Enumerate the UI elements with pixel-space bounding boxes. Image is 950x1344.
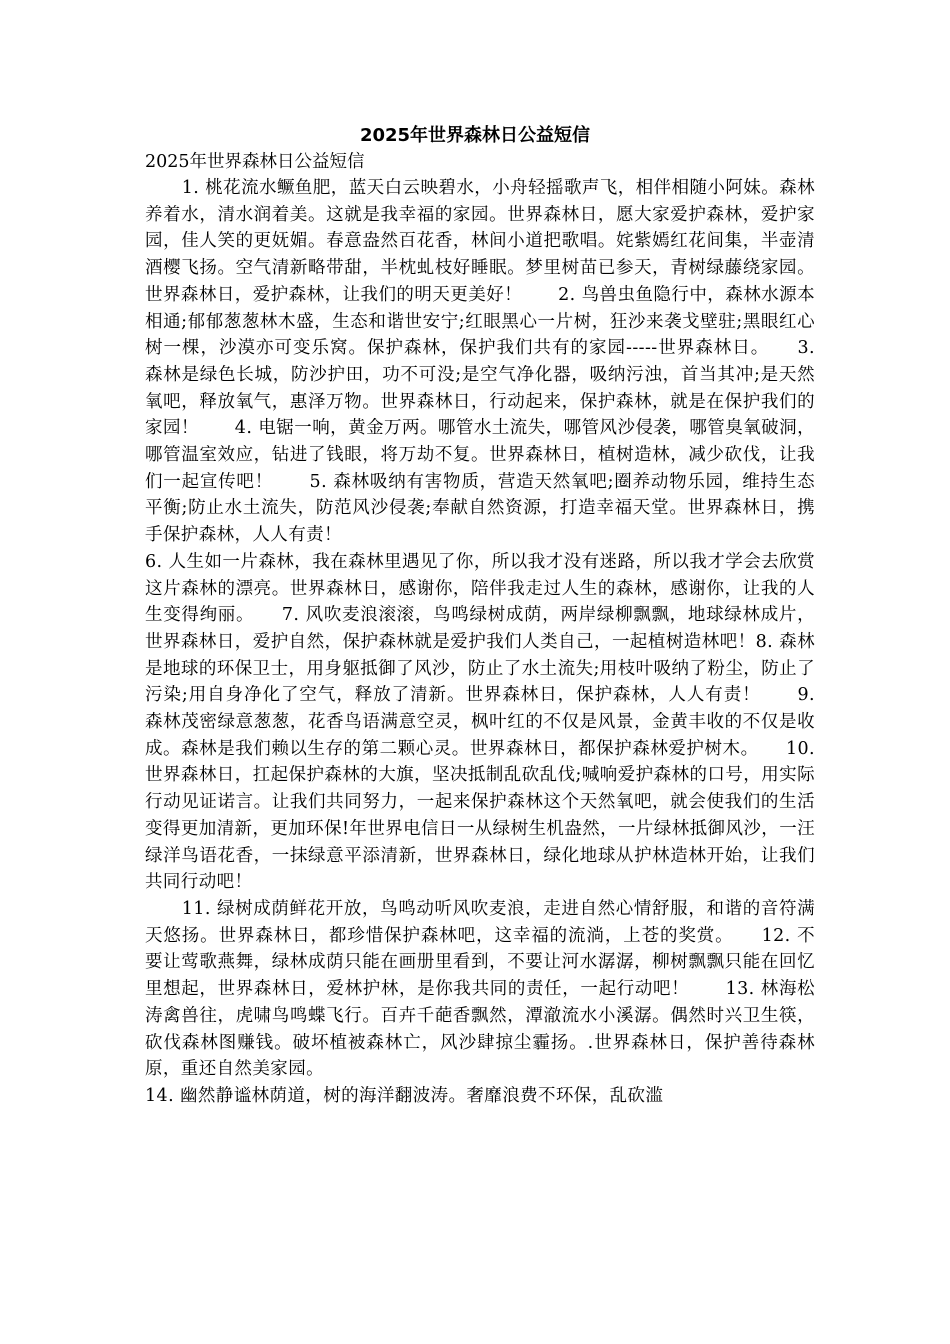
paragraph-1: 1. 桃花流水鳜鱼肥，蓝天白云映碧水，小舟轻摇歌声飞，相伴相随小阿妹。森林养着水，清水润着美。这就是我幸福的家园。世界森林日，愿大家爱护森林，爱护家园，佳人笑的更妩媚。春意盎然百花香，林间小道把歌唱。姹紫嫣红花间集，半壶清酒樱飞扬。空气清新略带甜，半枕虬枝好睡眠。梦里树苗已参天，青树绿藤绕家园。世界森林日，爱护森林，让我们的明天更美好！ 2. 鸟兽虫鱼隐行中，森林水源本相通;郁郁葱葱林木盛，生态和谐世安宁;红眼黑心一片树，狂沙来袭戈壁驻;黑眼红心树一棵，沙漠亦可变乐窝。保护森林，保护我们共有的家园-----世界森林日。 3. 森林是绿色长城，防沙护田，功不可没;是空气净化器，吸纳污浊，首当其冲;是天然氧吧，释放氧气，惠泽万物。世界森林日，行动起来，保护森林，就是在保护我们的家园！ 4. 电锯一响，黄金万两。哪管水土流失，哪管风沙侵袭，哪管臭氧破洞，哪管温室效应，钻进了钱眼，将万劫不复。世界森林日，植树造林，减少砍伐，让我们一起宣传吧！ 5. 森林吸纳有害物质，营造天然氧吧;圈养动物乐园，维持生态平衡;防止水土流失，防范风沙侵袭;奉献自然资源，打造幸福天堂。世界森林日，携手保护森林，人人有责！	[145, 178, 815, 546]
document-title: 2025年世界森林日公益短信	[359, 125, 591, 146]
paragraph-4: 14. 幽然静谧林荫道，树的海洋翻波涛。奢靡浪费不环保，乱砍滥	[145, 1085, 664, 1106]
paragraph-3: 11. 绿树成荫鲜花开放，鸟鸣动听风吹麦浪，走进自然心情舒服，和谐的音符满天悠扬。世界森林日，都珍惜保护森林吧，这幸福的流淌，上苍的奖赏。 12. 不要让莺歌燕舞，绿林成荫只能在画册里看到，不要让河水潺潺，柳树飘飘只能在回忆里想起，世界森林日，爱林护林，是你我共同的责任，一起行动吧！ 13. 林海松涛禽兽往，虎啸鸟鸣蝶飞行。百卉千葩香飘然，潭澈流水小溪潺。偶然时兴卫生筷，砍伐森林图赚钱。破坏植被森林亡，风沙肆掠尘霾扬。.世界森林日，保护善待森林原，重还自然美家园。	[145, 898, 815, 1080]
paragraph-2: 6. 人生如一片森林，我在森林里遇见了你，所以我才没有迷路，所以我才学会去欣赏这片森林的漂亮。世界森林日，感谢你，陪伴我走过人生的森林，感谢你，让我的人生变得绚丽。 7. 风吹麦浪滚滚，鸟鸣绿树成荫，两岸绿柳飘飘，地球绿林成片，世界森林日，爱护自然，保护森林就是爱护我们人类自己，一起植树造林吧！8. 森林是地球的环保卫士，用身躯抵御了风沙，防止了水土流失;用枝叶吸纳了粉尘，防止了污染;用自身净化了空气，释放了清新。世界森林日，保护森林，人人有责！ 9. 森林茂密绿意葱葱，花香鸟语满意空灵，枫叶红的不仅是风景，金黄丰收的不仅是收成。森林是我们赖以生存的第二颗心灵。世界森林日，都保护森林爱护树木。 10. 世界森林日，扛起保护森林的大旗，坚决抵制乱砍乱伐;喊响爱护森林的口号，用实际行动见证诺言。让我们共同努力，一起来保护森林这个天然氧吧，就会使我们的生活变得更加清新，更加环保!年世界电信日一从绿树生机盎然，一片绿林抵御风沙，一汪绿洋鸟语花香，一抹绿意平添清新，世界森林日，绿化地球从护林造林开始，让我们共同行动吧！	[145, 551, 815, 893]
document-subtitle: 2025年世界森林日公益短信	[145, 152, 365, 172]
document-body	[145, 175, 815, 1110]
